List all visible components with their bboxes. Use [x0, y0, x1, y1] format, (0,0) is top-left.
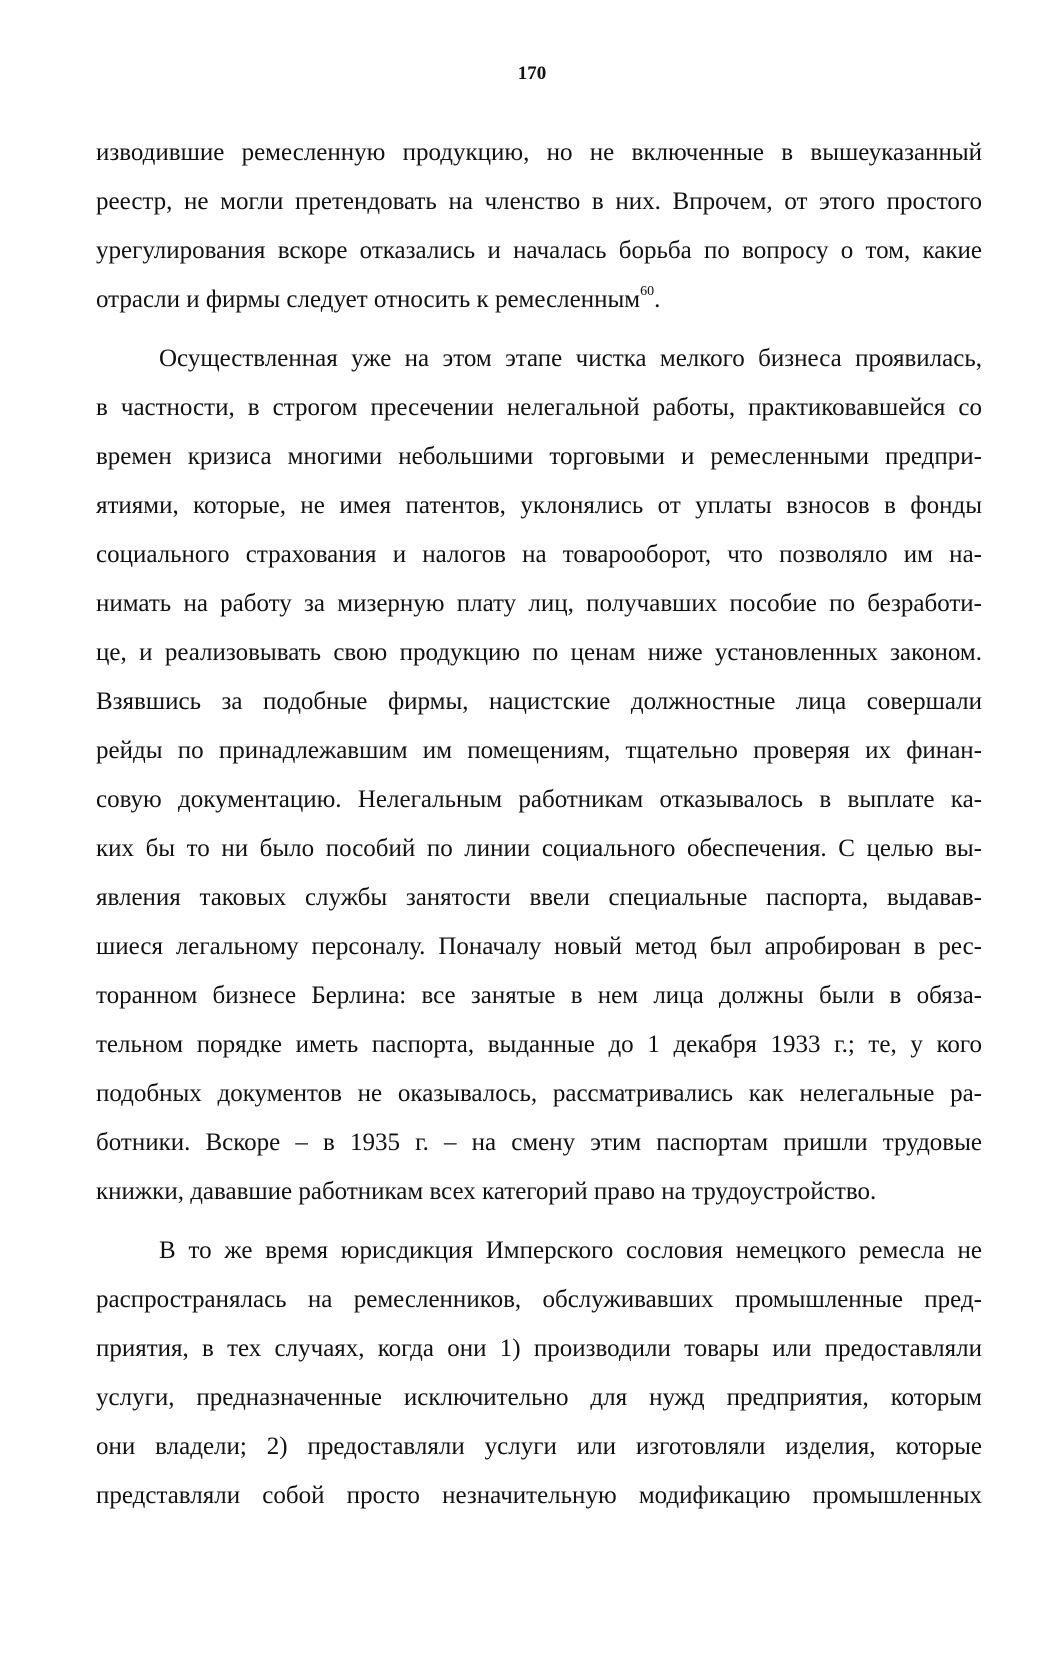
text-line: в частности, в строгом пресечении нелегальной работы, практиковавшейся со [96, 394, 982, 421]
text-line: времен кризиса многими небольшими торговыми и ремесленными предпри- [96, 443, 982, 470]
text-line: рейды по принадлежавшим им помещениям, тщательно проверяя их финан- [96, 737, 982, 764]
text-line: реестр, не могли претендовать на членство в них. Впрочем, от этого простого [96, 188, 982, 215]
text-line: В то же время юрисдикция Имперского сословия немецкого ремесла не [159, 1237, 982, 1264]
text-line: распространялась на ремесленников, обслуживавших промышленные пред- [96, 1286, 982, 1313]
text-line: нимать на работу за мизерную плату лиц, получавших пособие по безработи- [96, 590, 982, 617]
text-line: они владели; 2) предоставляли услуги или изготовляли изделия, которые [96, 1433, 982, 1460]
text-line: Осуществленная уже на этом этапе чистка мелкого бизнеса проявилась, [159, 345, 982, 372]
paragraph-1 [96, 128, 982, 324]
text-line [96, 275, 982, 324]
text-line: Взявшись за подобные фирмы, нацистские должностные лица совершали [96, 688, 982, 715]
paragraph-2 [96, 334, 982, 1216]
text-line: подобных документов не оказывалось, рассматривались как нелегальные ра- [96, 1080, 982, 1107]
text-line: услуги, предназначенные исключительно для нужд предприятия, которым [96, 1384, 982, 1411]
text-line: изводившие ремесленную продукцию, но не включенные в вышеуказанный [96, 139, 982, 166]
text-line-content: отрасли и фирмы следует относить к ремесленным [96, 286, 641, 313]
text-line: тельном порядке иметь паспорта, выданные до 1 декабря 1933 г.; те, у кого [96, 1031, 982, 1058]
text-line: представляли собой просто незначительную модификацию промышленных [96, 1482, 982, 1509]
text-line: приятия, в тех случаях, когда они 1) производили товары или предоставляли [96, 1335, 982, 1362]
text-line: явления таковых службы занятости ввели специальные паспорта, выдавав- [96, 884, 982, 911]
text-line: совую документацию. Нелегальным работникам отказывалось в выплате ка- [96, 786, 982, 813]
text-line: це, и реализовывать свою продукцию по ценам ниже установленных законом. [96, 639, 982, 666]
body-text [96, 128, 982, 1520]
text-line: шиеся легальному персоналу. Поначалу новый метод был апробирован в рес- [96, 933, 982, 960]
text-line-end: . [654, 286, 661, 313]
text-line: ятиями, которые, не имея патентов, уклонялись от уплаты взносов в фонды [96, 492, 982, 519]
text-line: урегулирования вскоре отказались и началась борьба по вопросу о том, какие [96, 237, 982, 264]
page-number: 170 [517, 63, 547, 84]
text-line: ких бы то ни было пособий по линии социального обеспечения. С целью вы- [96, 835, 982, 862]
paragraph-3 [96, 1226, 982, 1520]
text-line: торанном бизнесе Берлина: все занятые в нем лица должны были в обяза- [96, 982, 982, 1009]
footnote-marker: 60 [640, 284, 655, 299]
text-line: социального страхования и налогов на товарооборот, что позволяло им на- [96, 541, 982, 568]
text-line: ботники. Вскоре – в 1935 г. – на смену этим паспортам пришли трудовые [96, 1129, 982, 1156]
text-line: книжки, дававшие работникам всех категорий право на трудоустройство. [96, 1178, 877, 1205]
